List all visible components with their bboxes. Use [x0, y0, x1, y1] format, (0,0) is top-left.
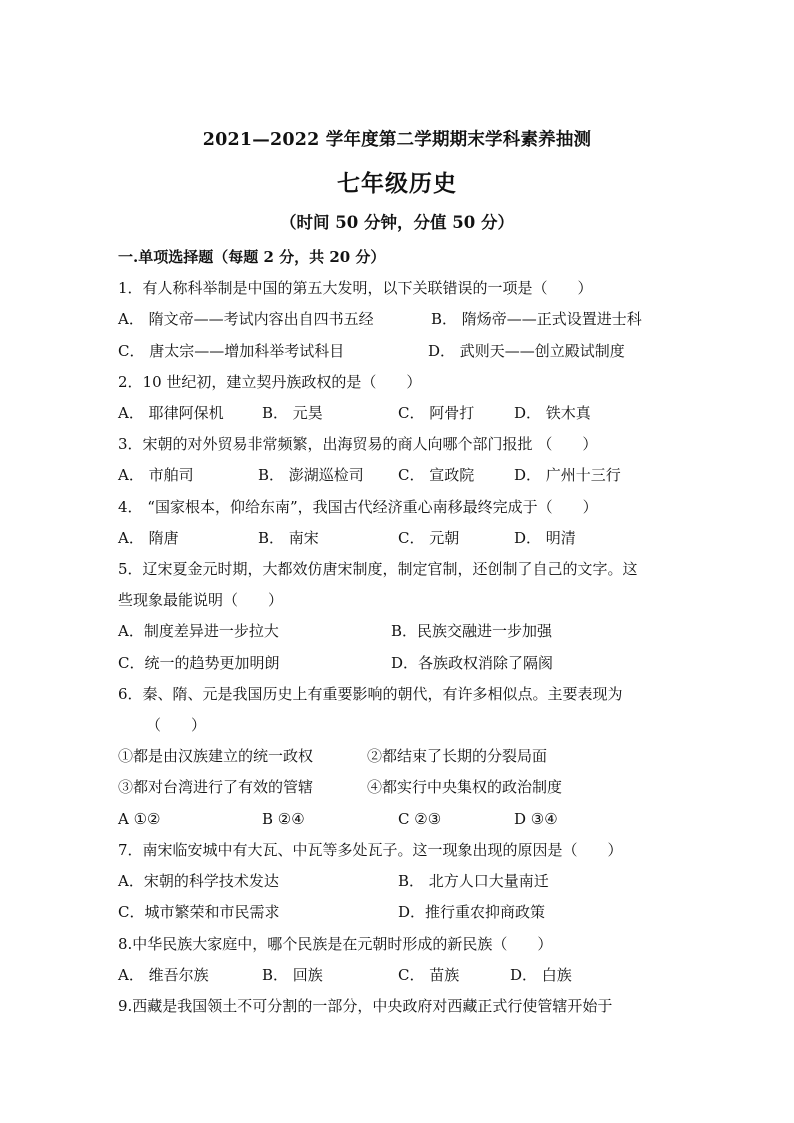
question-5-option-a: A．制度差异进一步拉大 [118, 622, 279, 640]
question-4-stem: 4． “国家根本，仰给东南”，我国古代经济重心南移最终完成于（ ） [118, 498, 598, 516]
question-8-option-b: B． 回族 [262, 966, 323, 984]
question-6-option-b: B ②④ [262, 810, 305, 828]
question-3-stem: 3．宋朝的对外贸易非常频繁，出海贸易的商人向哪个部门报批 （ ） [118, 435, 598, 453]
question-2-option-c: C． 阿骨打 [398, 404, 475, 422]
question-9-stem: 9.西藏是我国领土不可分割的一部分，中央政府对西藏正式行使管辖开始于 [118, 997, 613, 1015]
question-5-stem: 5．辽宋夏金元时期，大都效仿唐宋制度，制定官制，还创制了自己的文字。这 [118, 560, 638, 578]
section-heading: 一.单项选择题（每题 2 分，共 20 分） [118, 248, 386, 266]
exam-subject: 七年级历史 [337, 170, 457, 197]
question-3-option-b: B． 澎湖巡检司 [258, 466, 364, 484]
question-2-stem: 2．10 世纪初，建立契丹族政权的是（ ） [118, 373, 422, 391]
question-8-option-c: C． 苗族 [398, 966, 460, 984]
question-1-option-a: A． 隋文帝——考试内容出自四书五经 [118, 310, 374, 328]
question-7-option-a: A．宋朝的科学技术发达 [118, 872, 279, 890]
question-6-stem: 6．秦、隋、元是我国历史上有重要影响的朝代，有许多相似点。主要表现为 [118, 685, 623, 703]
question-8-option-a: A． 维吾尔族 [118, 966, 209, 984]
question-6-statement-1: ①都是由汉族建立的统一政权 [118, 747, 314, 765]
question-5-option-b: B．民族交融进一步加强 [391, 622, 553, 640]
question-8-stem: 8.中华民族大家庭中，哪个民族是在元朝时形成的新民族（ ） [118, 935, 553, 953]
exam-time-score: （时间 50 分钟，分值 50 分） [280, 213, 514, 232]
question-7-option-c: C．城市繁荣和市民需求 [118, 903, 280, 921]
exam-title: 2021—2022 学年度第二学期期末学科素养抽测 [202, 130, 592, 150]
question-6-option-c: C ②③ [398, 810, 442, 828]
question-7-option-d: D．推行重农抑商政策 [398, 903, 546, 921]
question-5-stem-continued: 些现象最能说明（ ） [118, 591, 284, 609]
question-1-stem: 1．有人称科举制是中国的第五大发明，以下关联错误的一项是（ ） [118, 279, 593, 297]
question-4-option-c: C． 元朝 [398, 529, 460, 547]
question-2-option-a: A． 耶律阿保机 [118, 404, 224, 422]
question-3-option-d: D． 广州十三行 [514, 466, 621, 484]
question-1-option-d: D． 武则天——创立殿试制度 [428, 342, 625, 360]
question-6-stem-continued: （ ） [146, 716, 207, 734]
question-6-option-a: A ①② [118, 810, 161, 828]
question-1-option-c: C． 唐太宗——增加科举考试科目 [118, 342, 345, 360]
question-2-option-b: B． 元昊 [262, 404, 323, 422]
question-8-option-d: D． 白族 [510, 966, 572, 984]
question-5-option-d: D．各族政权消除了隔阂 [391, 654, 554, 672]
question-1-option-b: B． 隋炀帝——正式设置进士科 [431, 310, 642, 328]
question-7-stem: 7．南宋临安城中有大瓦、中瓦等多处瓦子。这一现象出现的原因是（ ） [118, 841, 623, 859]
question-5-option-c: C．统一的趋势更加明朗 [118, 654, 280, 672]
question-6-option-d: D ③④ [514, 810, 558, 828]
question-7-option-b: B． 北方人口大量南迁 [398, 872, 549, 890]
question-6-statement-4: ④都实行中央集权的政治制度 [367, 778, 563, 796]
question-4-option-d: D． 明清 [514, 529, 576, 547]
question-6-statement-2: ②都结束了长期的分裂局面 [367, 747, 548, 765]
question-3-option-a: A． 市舶司 [118, 466, 194, 484]
question-2-option-d: D． 铁木真 [514, 404, 591, 422]
question-4-option-b: B． 南宋 [258, 529, 319, 547]
question-3-option-c: C． 宣政院 [398, 466, 475, 484]
question-4-option-a: A． 隋唐 [118, 529, 179, 547]
question-6-statement-3: ③都对台湾进行了有效的管辖 [118, 778, 314, 796]
